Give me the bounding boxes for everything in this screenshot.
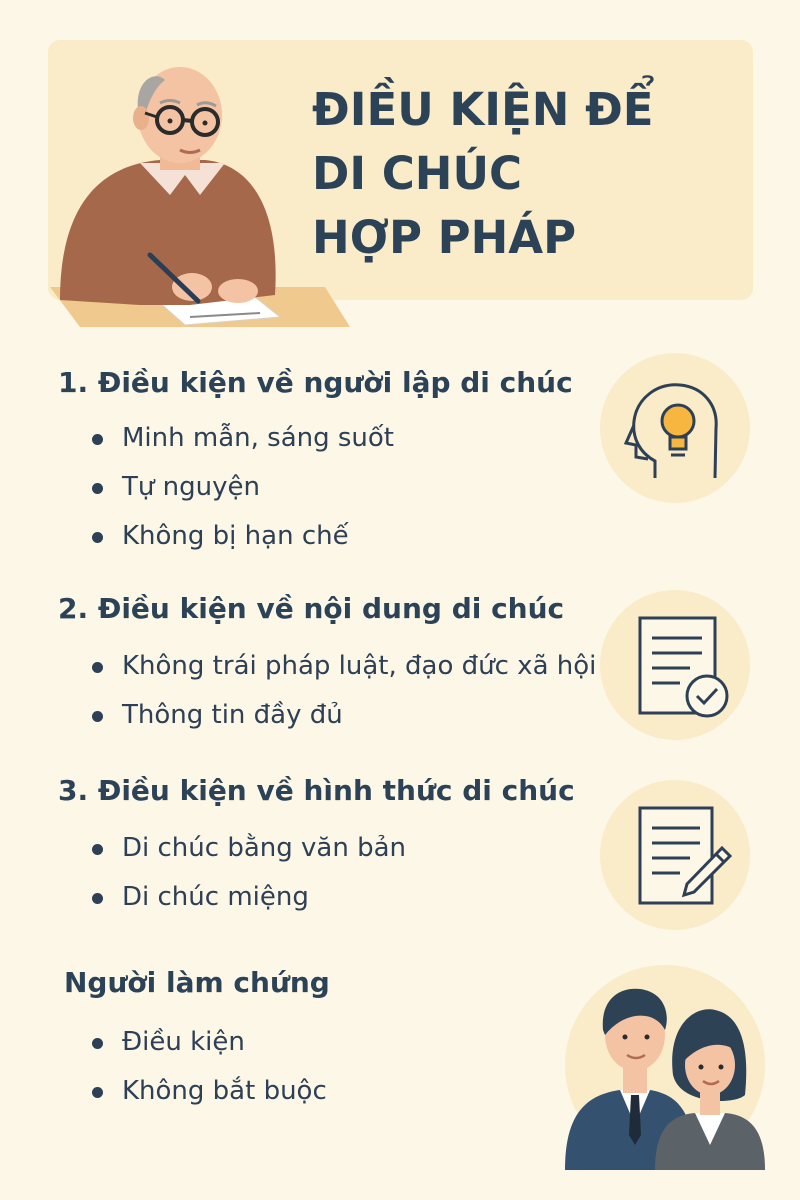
title-line-1: ĐIỀU KIỆN ĐỂ <box>312 83 654 136</box>
list-item: Không bắt buộc <box>90 1067 327 1116</box>
section-list-testator <box>90 414 394 561</box>
section-title-witness: Người làm chứng <box>64 966 330 999</box>
section-list-witness <box>90 1018 327 1116</box>
section-list-content <box>90 642 596 740</box>
list-item: Tự nguyện <box>90 463 394 512</box>
list-item: Thông tin đầy đủ <box>90 691 596 740</box>
list-item: Không trái pháp luật, đạo đức xã hội <box>90 642 596 691</box>
list-item: Minh mẫn, sáng suốt <box>90 414 394 463</box>
head-lightbulb-icon <box>600 353 750 503</box>
two-people-icon <box>555 965 770 1170</box>
list-item: Không bị hạn chế <box>90 512 394 561</box>
title-line-2: DI CHÚC <box>312 147 523 200</box>
list-item: Điều kiện <box>90 1018 327 1067</box>
title-line-3: HỢP PHÁP <box>312 211 577 264</box>
section-title-content: 2. Điều kiện về nội dung di chúc <box>58 592 565 625</box>
list-item: Di chúc miệng <box>90 873 406 922</box>
section-title-form: 3. Điều kiện về hình thức di chúc <box>58 774 575 807</box>
list-item: Di chúc bằng văn bản <box>90 824 406 873</box>
section-title-testator: 1. Điều kiện về người lập di chúc <box>58 366 573 399</box>
document-check-icon <box>600 590 750 740</box>
section-list-form <box>90 824 406 922</box>
document-pen-icon <box>600 780 750 930</box>
page-title <box>312 78 654 270</box>
